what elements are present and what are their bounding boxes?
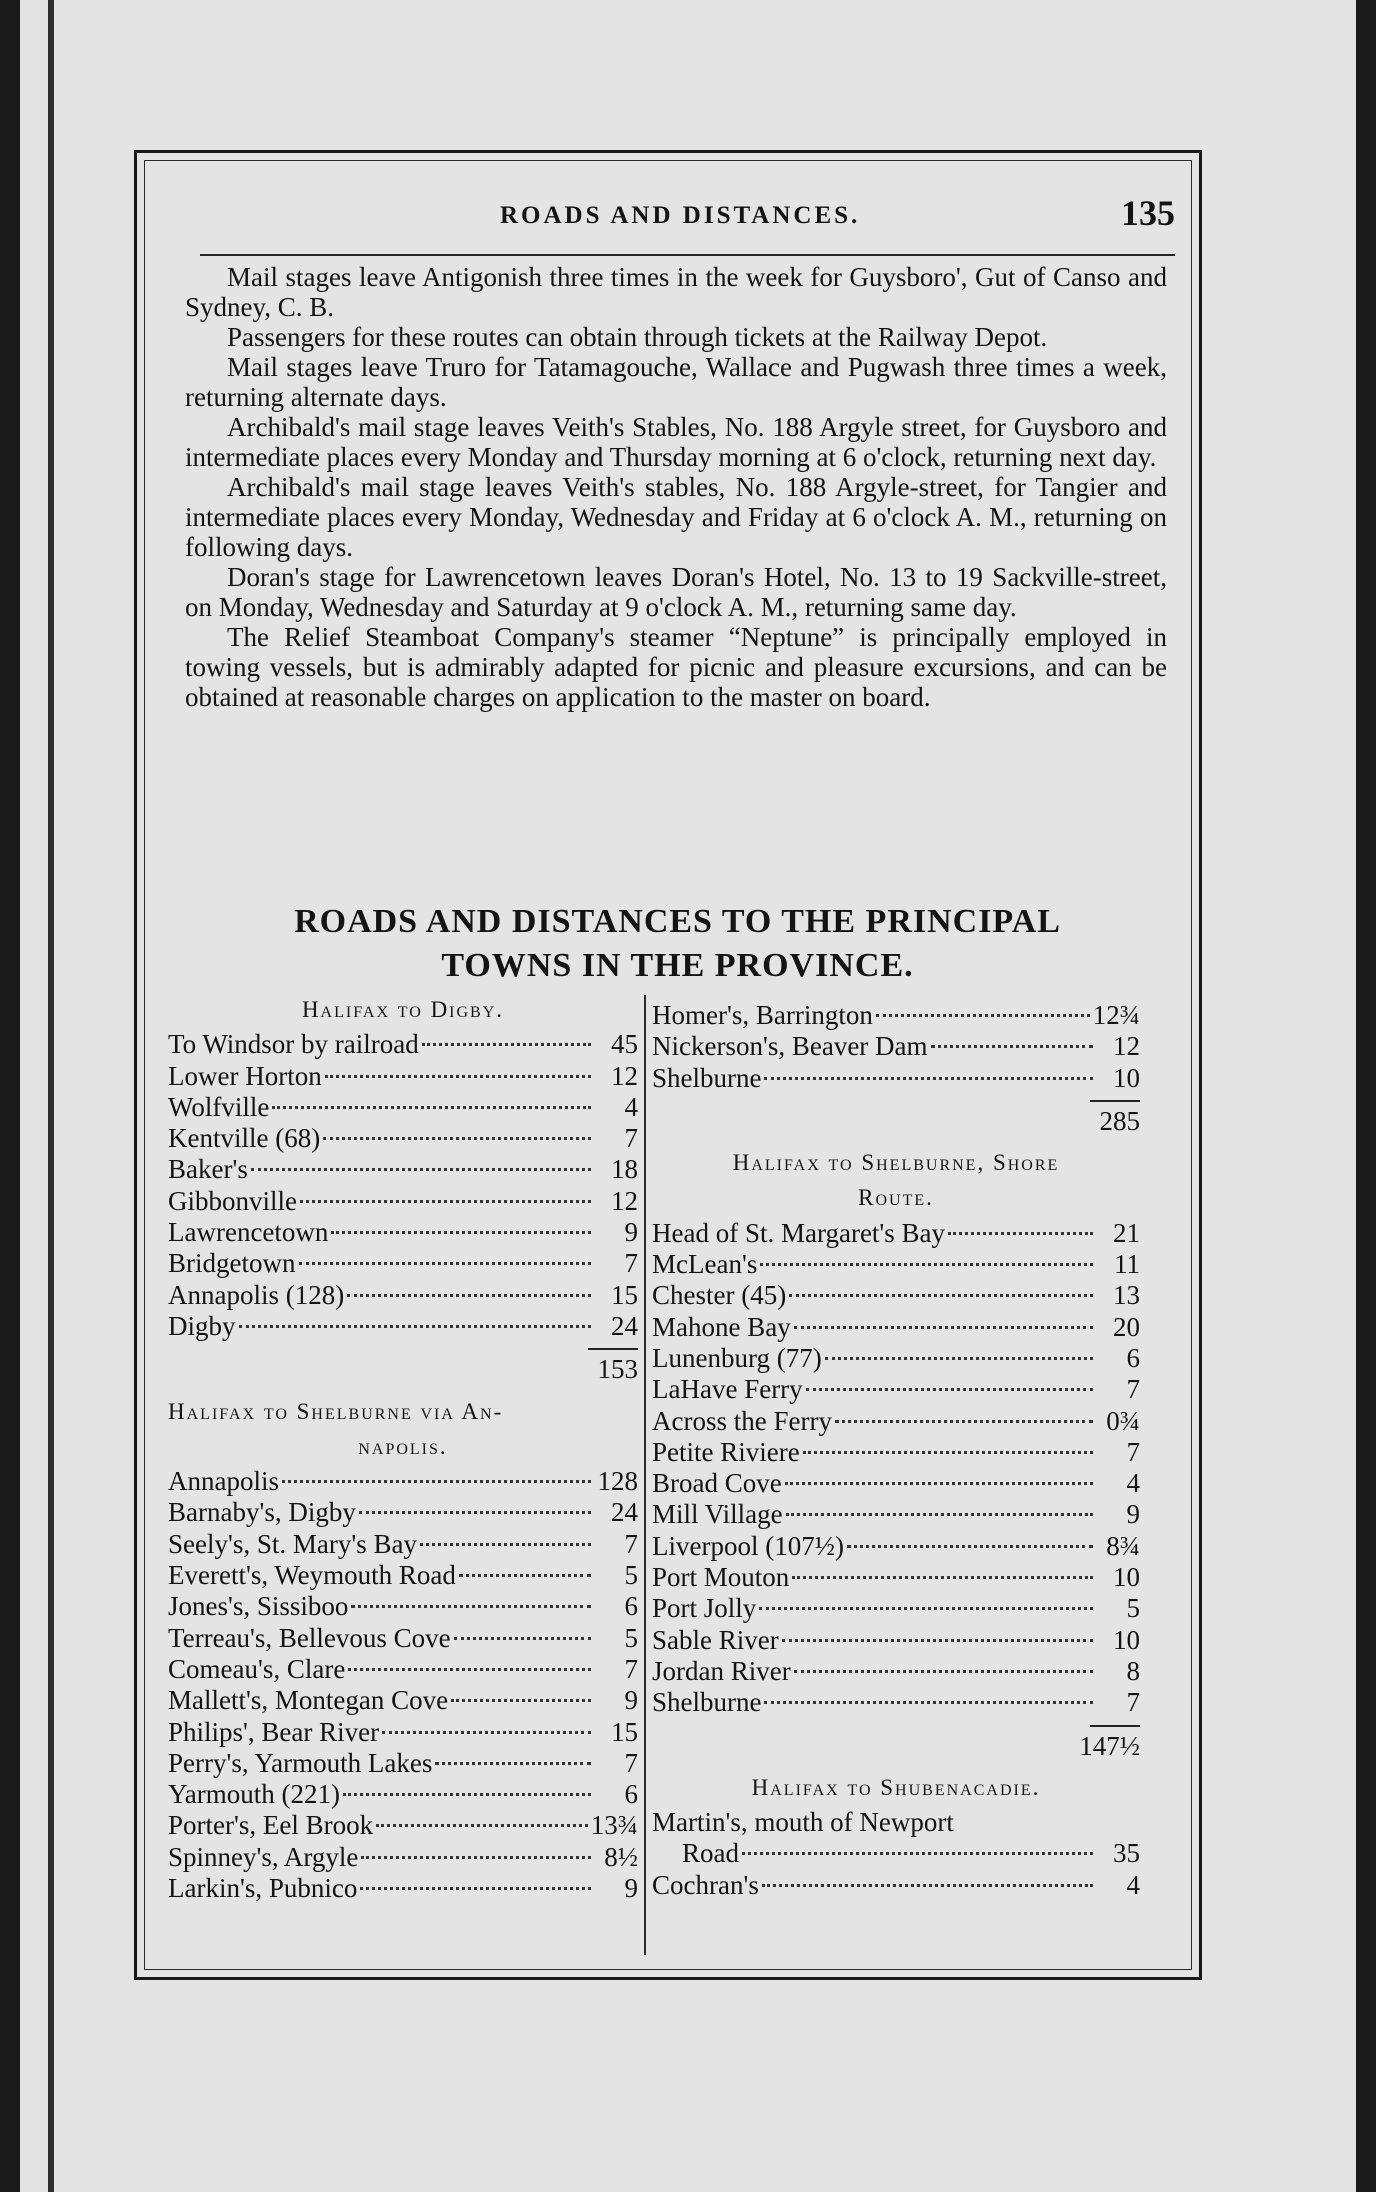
dot-leader: [847, 1545, 1093, 1548]
dot-leader: [348, 1668, 591, 1671]
dot-leader: [347, 1294, 591, 1297]
route-heading: Halifax to Digby.: [301, 997, 505, 1022]
running-title: ROADS AND DISTANCES.: [500, 202, 861, 229]
dot-leader: [343, 1793, 591, 1796]
dot-leader: [435, 1762, 591, 1765]
total-rule: [1090, 1100, 1140, 1102]
annapolis-route-list: [168, 1466, 638, 1904]
total-rule: [588, 1348, 638, 1350]
dot-leader: [300, 1200, 591, 1203]
place-name: Wolfville: [168, 1091, 270, 1122]
route-entry: [652, 1437, 1140, 1468]
route-entry: [652, 1499, 1140, 1530]
distance: 9: [624, 1873, 638, 1904]
distance: 24: [611, 1310, 638, 1341]
route-entry: [652, 1625, 1140, 1656]
place-name: McLean's: [652, 1249, 758, 1280]
distance: 0¾: [1106, 1405, 1140, 1436]
distance: 7: [1126, 1687, 1140, 1718]
route-entry: [652, 1838, 1140, 1869]
dot-leader: [351, 1605, 591, 1608]
route-entry: [168, 1529, 638, 1560]
place-name: Petite Riviere: [652, 1436, 800, 1467]
route-entry: [652, 1000, 1140, 1031]
dot-leader: [282, 1480, 591, 1483]
dot-leader: [420, 1543, 591, 1546]
distance: 9: [1126, 1499, 1140, 1530]
distance: 15: [611, 1716, 638, 1747]
route-entry: [168, 1466, 638, 1497]
dot-leader: [454, 1637, 591, 1640]
paragraph: Archibald's mail stage leaves Veith's Stables, No. 188 Argyle street, for Guysboro and intermediate places every Monday and Thursday morning at 6 o'clock, returning next day.: [185, 412, 1167, 472]
route-entry: [168, 1029, 638, 1060]
route-entry: [652, 1807, 1140, 1838]
route-entry: [652, 1656, 1140, 1687]
dot-leader: [742, 1852, 1093, 1855]
route-entry: [652, 1562, 1140, 1593]
route-entry: [168, 1280, 638, 1311]
route-entry: [652, 1531, 1140, 1562]
distance: 9: [624, 1217, 638, 1248]
dot-leader: [764, 1077, 1093, 1080]
dot-leader: [251, 1168, 591, 1171]
dot-leader: [331, 1231, 591, 1234]
distance: 7: [624, 1653, 638, 1684]
dot-leader: [825, 1357, 1093, 1360]
distance: 45: [611, 1029, 638, 1060]
place-name: Seely's, St. Mary's Bay: [168, 1528, 417, 1559]
route-entry: [168, 1873, 638, 1904]
place-name: Shelburne: [652, 1062, 762, 1093]
distance: 5: [624, 1622, 638, 1653]
distance: 6: [624, 1779, 638, 1810]
place-name: Nickerson's, Beaver Dam: [652, 1031, 928, 1062]
place-name: Liverpool (107½): [652, 1530, 844, 1561]
place-name: Mallett's, Montegan Cove: [168, 1685, 449, 1716]
place-name: Mahone Bay: [652, 1311, 791, 1342]
route-total: 147½: [1079, 1730, 1140, 1761]
paragraph: The Relief Steamboat Company's steamer “Neptune” is principally employed in towing vessels, but is admirably adapted for picnic and pleasure excursions, and can be obtained at reasonable charges on application to the master on board.: [185, 622, 1167, 712]
dot-leader: [459, 1574, 591, 1577]
distance: 6: [1126, 1342, 1140, 1373]
place-name: Terreau's, Bellevous Cove: [168, 1622, 451, 1653]
book-binding: [48, 0, 54, 2192]
distance: 13¾: [590, 1810, 638, 1841]
route-entry: [652, 1063, 1140, 1094]
dot-leader: [931, 1045, 1093, 1048]
route-entry: [168, 1717, 638, 1748]
place-name: Everett's, Weymouth Road: [168, 1560, 456, 1591]
distance: 4: [624, 1091, 638, 1122]
route-entry: [168, 1591, 638, 1622]
paragraph: Mail stages leave Truro for Tatamagouche, Wallace and Pugwash three times a week, returning alternate days.: [185, 352, 1167, 412]
place-name: Annapolis (128): [168, 1279, 345, 1310]
distance: 4: [1126, 1869, 1140, 1900]
distance: 20: [1113, 1311, 1140, 1342]
place-name: Comeau's, Clare: [168, 1653, 346, 1684]
route-entry: [652, 1031, 1140, 1062]
distance: 12: [611, 1060, 638, 1091]
route-entry: [652, 1406, 1140, 1437]
route-entry: [652, 1343, 1140, 1374]
distance: 7: [1126, 1436, 1140, 1467]
place-name: Lunenburg (77): [652, 1342, 822, 1373]
place-name: Port Jolly: [652, 1593, 757, 1624]
place-name: Martin's, mouth of Newport: [652, 1807, 954, 1838]
distance: 7: [624, 1123, 638, 1154]
place-name: Baker's: [168, 1154, 248, 1185]
route-entry: [652, 1593, 1140, 1624]
distance: 24: [611, 1497, 638, 1528]
place-name: To Windsor by railroad: [168, 1029, 419, 1060]
dot-leader: [782, 1639, 1093, 1642]
dot-leader: [794, 1670, 1093, 1673]
page-number: 135: [1121, 193, 1175, 233]
dot-leader: [325, 1075, 591, 1078]
route-entry: [168, 1497, 638, 1528]
route-heading-cont: napolis.: [358, 1433, 448, 1459]
place-name: Homer's, Barrington: [652, 1000, 873, 1030]
place-name: Across the Ferry: [652, 1405, 832, 1436]
place-name: Barnaby's, Digby: [168, 1497, 356, 1528]
dot-leader: [376, 1824, 588, 1827]
distance: 4: [1126, 1468, 1140, 1499]
place-name: Sable River: [652, 1624, 779, 1655]
distance: 18: [611, 1154, 638, 1185]
place-name: Broad Cove: [652, 1468, 782, 1499]
dot-leader: [323, 1137, 591, 1140]
place-name: Head of St. Margaret's Bay: [652, 1217, 946, 1248]
place-name: Spinney's, Argyle: [168, 1841, 359, 1872]
dot-leader: [785, 1482, 1093, 1485]
distance: 8¾: [1106, 1530, 1140, 1561]
paragraph: Doran's stage for Lawrencetown leaves Doran's Hotel, No. 13 to 19 Sackville-street, on Monday, Wednesday and Saturday at 9 o'clock A. M., returning same day.: [185, 562, 1167, 622]
distance: 10: [1113, 1624, 1140, 1655]
shubenacadie-route-list: [652, 1807, 1140, 1901]
distance: 9: [624, 1685, 638, 1716]
section-title-line: ROADS AND DISTANCES TO THE PRINCIPAL: [294, 903, 1061, 940]
shore-route-list: [652, 1218, 1140, 1719]
distance: 7: [624, 1528, 638, 1559]
section-title: [190, 900, 1165, 988]
route-heading-cont: Route.: [858, 1185, 934, 1211]
place-name: Digby: [168, 1310, 236, 1341]
distance: 11: [1114, 1249, 1140, 1280]
place-name: Port Mouton: [652, 1562, 790, 1593]
place-name: Cochran's: [652, 1869, 759, 1900]
stage-notices: [185, 262, 1167, 712]
distance: 7: [1126, 1374, 1140, 1405]
route-entry: [652, 1374, 1140, 1405]
dot-leader: [792, 1576, 1093, 1579]
route-entry: [168, 1623, 638, 1654]
route-heading: Halifax to Shubenacadie.: [751, 1774, 1041, 1800]
route-entry: [168, 1748, 638, 1779]
place-name: Lawrencetown: [168, 1217, 329, 1248]
route-entry: [168, 1092, 638, 1123]
route-entry: [168, 1123, 638, 1154]
route-entry: [168, 1810, 638, 1841]
route-entry: [168, 1154, 638, 1185]
dot-leader: [272, 1106, 591, 1109]
route-entry: [652, 1468, 1140, 1499]
place-name: Gibbonville: [168, 1185, 297, 1216]
place-name: Mill Village: [652, 1499, 783, 1530]
route-entry: [168, 1654, 638, 1685]
dot-leader: [794, 1326, 1093, 1329]
route-entry: [652, 1687, 1140, 1718]
section-title-line: TOWNS IN THE PROVINCE.: [441, 947, 914, 984]
dot-leader: [759, 1607, 1093, 1610]
place-name: Bridgetown: [168, 1248, 296, 1279]
distance: 128: [597, 1466, 638, 1497]
place-name: Larkin's, Pubnico: [168, 1873, 358, 1904]
page-header: [200, 190, 1175, 256]
route-entry: [652, 1218, 1140, 1249]
route-entry: [168, 1186, 638, 1217]
route-entry: [168, 1779, 638, 1810]
place-name: Lower Horton: [168, 1060, 322, 1091]
distance: 12: [611, 1185, 638, 1216]
distance: 21: [1113, 1217, 1140, 1248]
distance: 7: [624, 1248, 638, 1279]
route-entry: [652, 1312, 1140, 1343]
distance: 5: [1126, 1593, 1140, 1624]
paragraph: Mail stages leave Antigonish three times in the week for Guysboro', Gut of Canso and Sydney, C. B.: [185, 262, 1167, 322]
dot-leader: [786, 1513, 1093, 1516]
place-name: Perry's, Yarmouth Lakes: [168, 1747, 433, 1778]
distance: 5: [624, 1560, 638, 1591]
route-entry: [652, 1249, 1140, 1280]
dot-leader: [360, 1887, 591, 1890]
dot-leader: [762, 1884, 1093, 1887]
dot-leader: [806, 1388, 1093, 1391]
route-entry: [168, 1311, 638, 1342]
route-heading: Halifax to Shelburne, Shore: [732, 1150, 1060, 1176]
route-total: 285: [1099, 1105, 1140, 1136]
left-column: [168, 990, 638, 1904]
route-entry: [168, 1217, 638, 1248]
route-entry: [168, 1248, 638, 1279]
dot-leader: [382, 1731, 591, 1734]
place-name: Porter's, Eel Brook: [168, 1810, 374, 1841]
dot-leader: [760, 1263, 1093, 1266]
dot-leader: [948, 1232, 1093, 1235]
distance: 6: [624, 1591, 638, 1622]
dot-leader: [422, 1043, 591, 1046]
dot-leader: [835, 1420, 1093, 1423]
place-name: Annapolis: [168, 1466, 279, 1497]
dot-leader: [299, 1262, 592, 1265]
dot-leader: [803, 1451, 1093, 1454]
dot-leader: [764, 1701, 1093, 1704]
route-heading: Halifax to Shelburne via An-: [168, 1398, 504, 1424]
distance: 12: [1113, 1031, 1140, 1062]
paragraph: Archibald's mail stage leaves Veith's stables, No. 188 Argyle-street, for Tangier and intermediate places every Monday, Wednesday and Friday at 6 o'clock A. M., returning on following days.: [185, 472, 1167, 562]
total-rule: [1090, 1725, 1140, 1727]
route-total: 153: [597, 1354, 638, 1385]
place-name: Shelburne: [652, 1687, 762, 1718]
route-entry: [168, 1842, 638, 1873]
place-name: Philips', Bear River: [168, 1716, 380, 1747]
dot-leader: [361, 1856, 591, 1859]
place-name: Road: [682, 1838, 739, 1869]
place-name: Yarmouth (221): [168, 1779, 341, 1810]
dot-leader: [451, 1699, 591, 1702]
distance: 10: [1113, 1562, 1140, 1593]
distance: 12¾: [1092, 1000, 1140, 1030]
column-divider: [644, 995, 646, 1955]
route-entry: [652, 1870, 1140, 1901]
distance: 15: [611, 1279, 638, 1310]
right-column: [652, 1000, 1140, 1901]
paragraph: Passengers for these routes can obtain through tickets at the Railway Depot.: [227, 322, 1048, 352]
place-name: Jones's, Sissiboo: [168, 1591, 349, 1622]
dot-leader: [789, 1294, 1093, 1297]
place-name: LaHave Ferry: [652, 1374, 803, 1405]
distance: 7: [624, 1747, 638, 1778]
place-name: Kentville (68): [168, 1123, 321, 1154]
dot-leader: [876, 1014, 1090, 1017]
annapolis-route-continued-list: [652, 1000, 1140, 1094]
dot-leader: [239, 1325, 592, 1328]
distance: 10: [1113, 1062, 1140, 1093]
place-name: Chester (45): [652, 1280, 787, 1311]
distance: 8: [1126, 1655, 1140, 1686]
route-entry: [168, 1560, 638, 1591]
digby-route-list: [168, 1029, 638, 1342]
place-name: Jordan River: [652, 1655, 791, 1686]
distance: 8½: [604, 1841, 638, 1872]
dot-leader: [359, 1511, 591, 1514]
route-entry: [168, 1061, 638, 1092]
route-entry: [168, 1685, 638, 1716]
distance: 13: [1113, 1280, 1140, 1311]
distance: 35: [1113, 1838, 1140, 1869]
route-entry: [652, 1280, 1140, 1311]
